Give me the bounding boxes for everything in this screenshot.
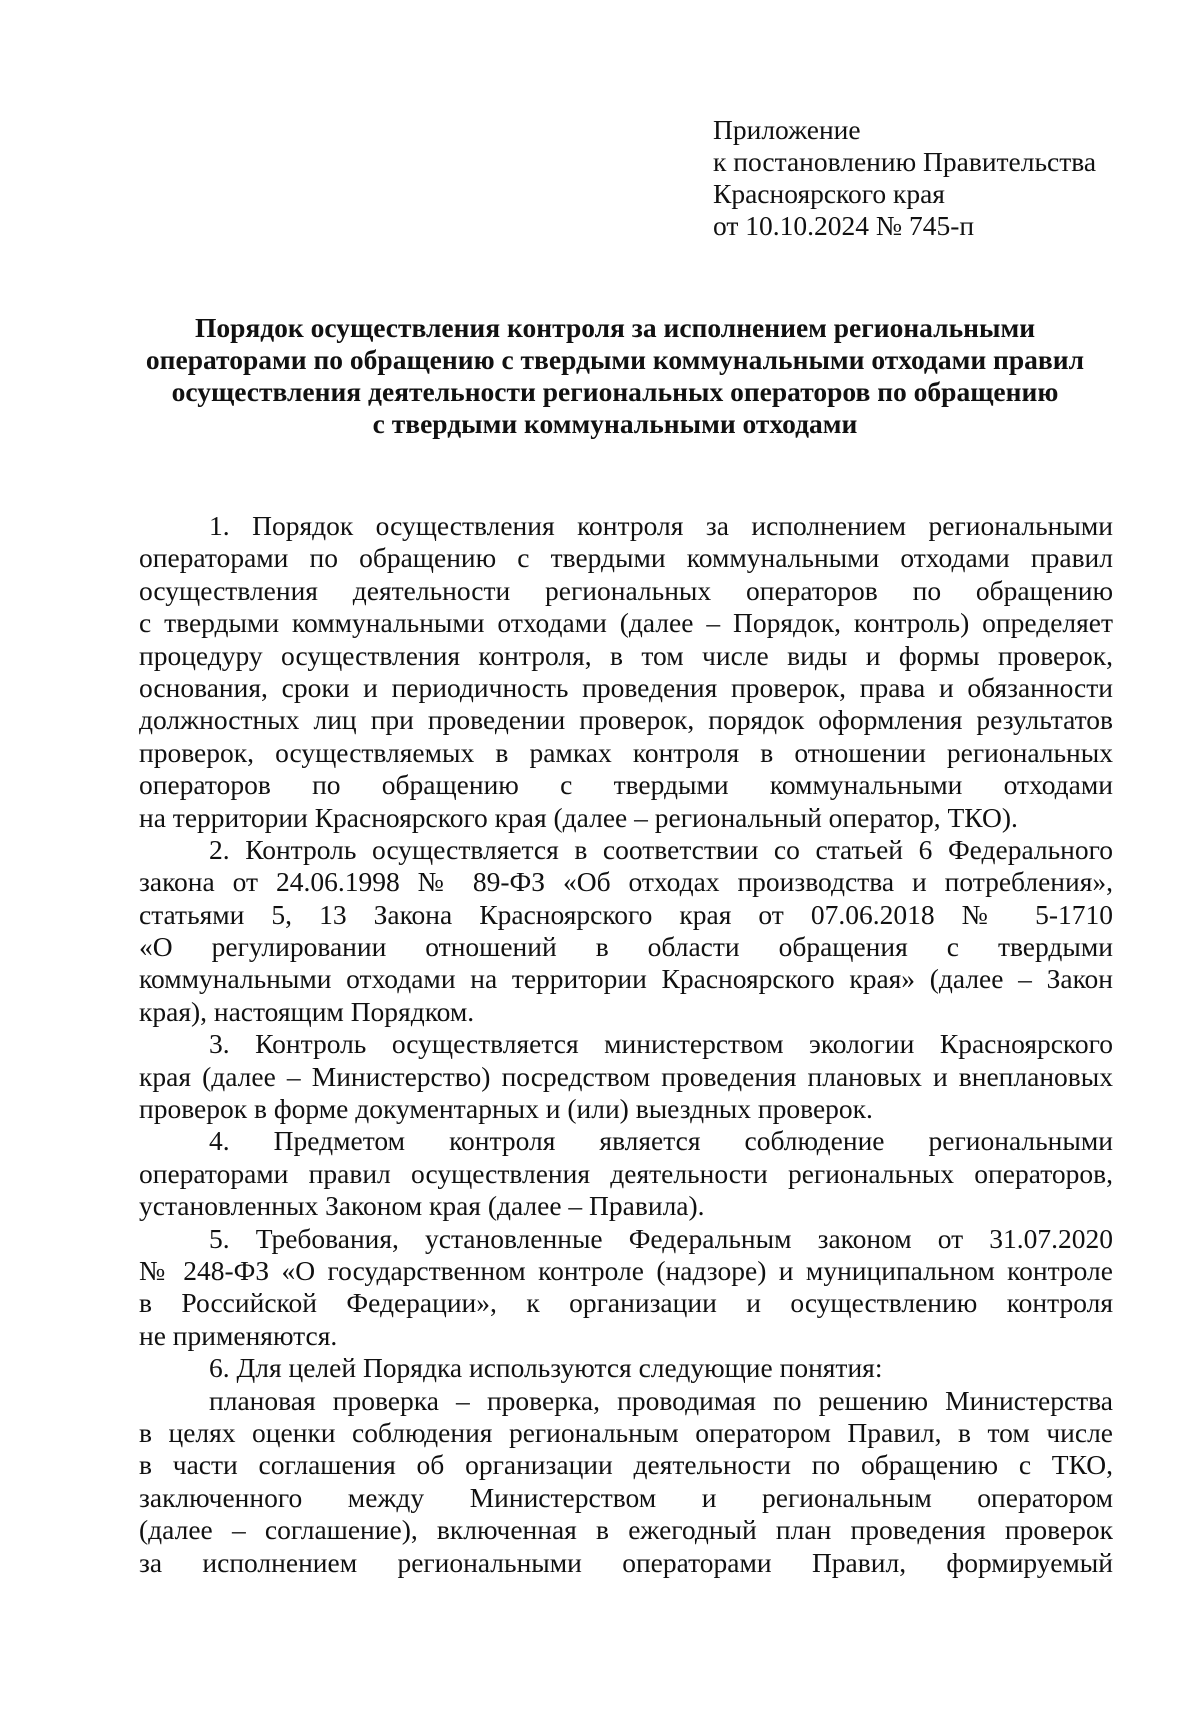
- title-line: Порядок осуществления контроля за исполнением региональными: [194, 312, 1036, 343]
- paragraph-3-line: проверок в форме документарных и (или) выездных проверок.: [139, 1093, 873, 1125]
- paragraph-2-line: коммунальными отходами на территории Красноярского края» (далее – Закон: [139, 963, 1113, 995]
- paragraph-2-line: 2. Контроль осуществляется в соответствии со статьей 6 Федерального: [209, 833, 1113, 865]
- definition-line: плановая проверка – проверка, проводимая по решению Министерства: [209, 1384, 1113, 1416]
- paragraph-3-line: края (далее – Министерство) посредством проведения плановых и внеплановых: [139, 1060, 1113, 1092]
- paragraph-5-line: 5. Требования, установленные Федеральным законом от 31.07.2020: [209, 1222, 1113, 1254]
- paragraph-2-line: статьями 5, 13 Закона Красноярского края от 07.06.2018 № 5-1710: [139, 898, 1113, 930]
- definition-line: (далее – соглашение), включенная в ежегодный план проведения проверок: [139, 1514, 1113, 1546]
- paragraph-1-line: операторами по обращению с твердыми коммунальными отходами правил: [139, 542, 1113, 574]
- paragraph-1-line: основания, сроки и периодичность проведения проверок, права и обязанности: [139, 671, 1113, 703]
- definition-line: заключенного между Министерством и региональным оператором: [139, 1481, 1113, 1513]
- paragraph-2-line: «О регулировании отношений в области обращения с твердыми: [139, 931, 1113, 963]
- paragraph-2-line: закона от 24.06.1998 № 89-ФЗ «Об отходах производства и потребления»,: [139, 866, 1113, 898]
- document-title: [140, 312, 1090, 440]
- paragraph-1-line: операторов по обращению с твердыми коммунальными отходами: [139, 769, 1113, 801]
- paragraph-2-line: края), настоящим Порядком.: [139, 995, 475, 1027]
- appendix-header: [713, 114, 1153, 242]
- paragraph-1-line: осуществления деятельности региональных операторов по обращению: [139, 574, 1113, 606]
- paragraph-5-line: не применяются.: [139, 1319, 338, 1351]
- paragraph-1-line: 1. Порядок осуществления контроля за исполнением региональными: [209, 510, 1113, 541]
- paragraph-5-line: № 248-ФЗ «О государственном контроле (надзоре) и муниципальном контроле: [139, 1254, 1113, 1286]
- paragraph-4-line: операторами правил осуществления деятельности региональных операторов,: [139, 1157, 1113, 1189]
- paragraph-6-line: 6. Для целей Порядка используются следующие понятия:: [209, 1352, 883, 1384]
- title-line: с твердыми коммунальными отходами: [372, 408, 858, 439]
- paragraph-5-line: в Российской Федерации», к организации и осуществлению контроля: [139, 1287, 1113, 1319]
- title-line: осуществления деятельности региональных операторов по обращению: [171, 376, 1059, 407]
- paragraph-1-line: процедуру осуществления контроля, в том числе виды и формы проверок,: [139, 639, 1113, 671]
- definition-line: в части соглашения об организации деятельности по обращению с ТКО,: [139, 1449, 1113, 1481]
- paragraph-3-line: 3. Контроль осуществляется министерством экологии Красноярского: [209, 1028, 1113, 1060]
- appendix-line: Приложение: [713, 114, 861, 145]
- paragraph-4-line: установленных Законом края (далее – Правила).: [139, 1190, 705, 1222]
- definition-line: за исполнением региональными операторами Правил, формируемый: [139, 1546, 1113, 1578]
- definition-line: в целях оценки соблюдения региональным оператором Правил, в том числе: [139, 1416, 1113, 1448]
- appendix-line: от 10.10.2024 № 745-п: [713, 210, 975, 241]
- title-line: операторами по обращению с твердыми коммунальными отходами правил: [145, 344, 1085, 375]
- paragraph-4-line: 4. Предметом контроля является соблюдение региональными: [209, 1125, 1113, 1157]
- paragraph-1-line: с твердыми коммунальными отходами (далее – Порядок, контроль) определяет: [139, 607, 1113, 639]
- appendix-line: Красноярского края: [713, 178, 945, 209]
- paragraph-1-line: должностных лиц при проведении проверок, порядок оформления результатов: [139, 704, 1113, 736]
- document-body: [139, 510, 1113, 1579]
- paragraph-1-line: на территории Красноярского края (далее – региональный оператор, ТКО).: [139, 801, 1018, 833]
- paragraph-1-line: проверок, осуществляемых в рамках контроля в отношении региональных: [139, 736, 1113, 768]
- appendix-line: к постановлению Правительства: [713, 146, 1097, 177]
